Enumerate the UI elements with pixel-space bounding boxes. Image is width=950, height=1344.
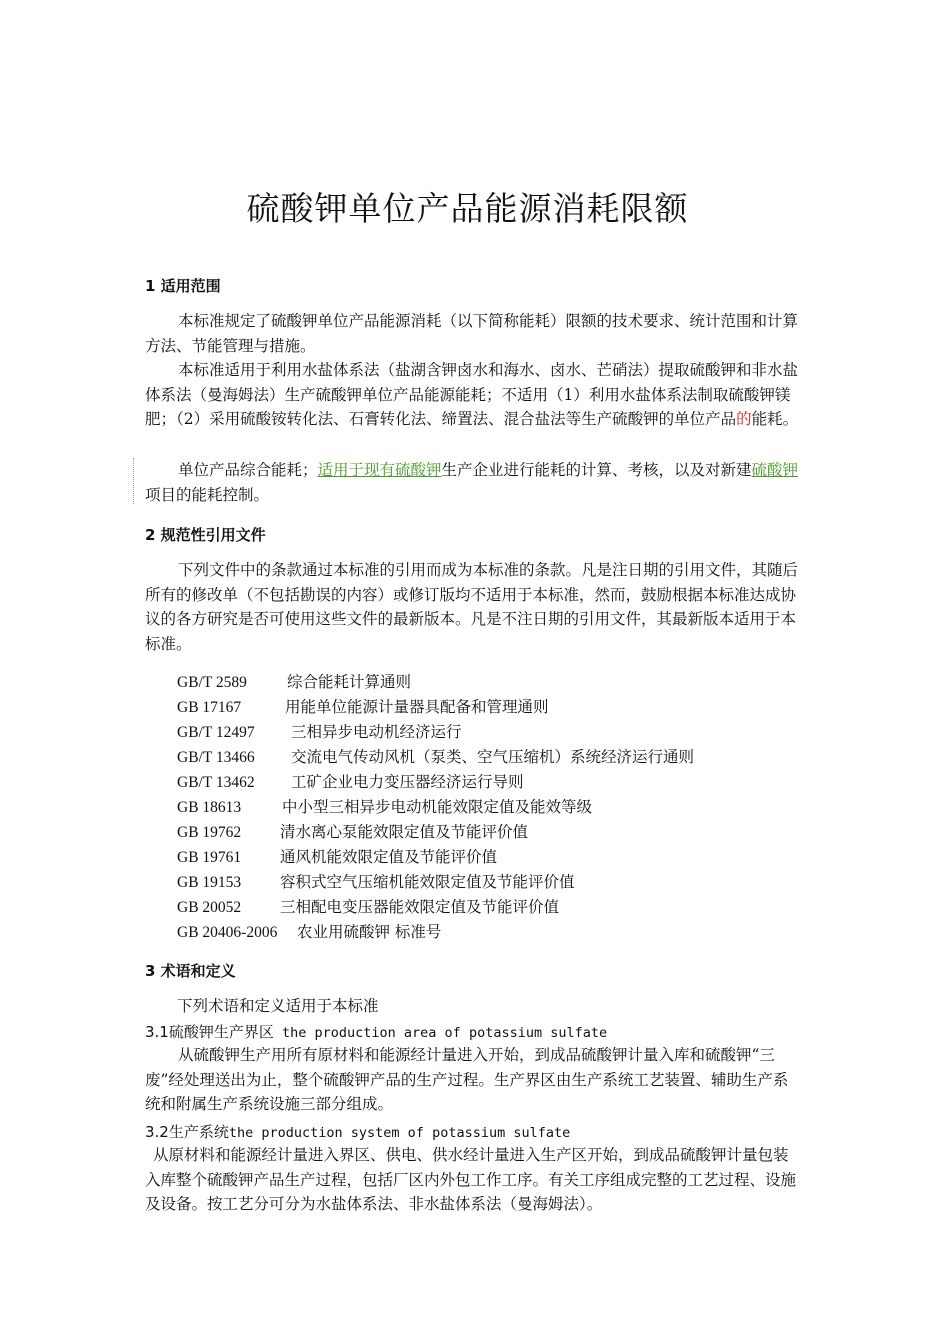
revision-mark: 的 bbox=[736, 410, 752, 428]
section-1-paragraph-3: 单位产品综合能耗；适用于现有硫酸钾生产企业进行能耗的计算、考核，以及对新建硫酸钾项目的能耗控制。 bbox=[145, 461, 799, 504]
section-1-paragraph-1: 本标准规定了硫酸钾单位产品能源消耗（以下简称能耗）限额的技术要求、统计范围和计算方法、节能管理与措施。 bbox=[145, 312, 799, 355]
reference-item: GB 19153 容积式空气压缩机能效限定值及节能评价值 bbox=[177, 873, 575, 891]
section-2-paragraph: 下列文件中的条款通过本标准的引用而成为本标准的条款。凡是注日期的引用文件，其随后所有的修改单（不包括勘误的内容）或修订版均不适用于本标准，然而，鼓励根据本标准达成协议的各方研究是否可使用这些文件的最新版本。凡是不注日期的引用文件，其最新版本适用于本标准。 bbox=[145, 561, 799, 653]
section-1-paragraph-2: 本标准适用于利用水盐体系法（盐湖含钾卤水和海水、卤水、芒硝法）提取硫酸钾和非水盐体系法（曼海姆法）生产硫酸钾单位产品能源能耗；不适用（1）利用水盐体系法制取硫酸钾镁肥；（2）采用硫酸铵转化法、石膏转化法、缔置法、混合盐法等生产硫酸钾的单位产品的能耗。 bbox=[145, 361, 799, 428]
tracked-insertion: 适用于现有硫酸钾 bbox=[317, 461, 442, 479]
reference-item: GB/T 13462 工矿企业电力变压器经济运行导则 bbox=[177, 773, 524, 791]
document-title: 硫酸钾单位产品能源消耗限额 bbox=[246, 189, 689, 228]
term-3-1-heading: 3.1硫酸钾生产界区 the production area of potassium sulfate bbox=[145, 1023, 608, 1041]
reference-item: GB/T 13466 交流电气传动风机（泵类、空气压缩机）系统经济运行通则 bbox=[177, 748, 695, 766]
section-1-heading: 1 适用范围 bbox=[145, 277, 221, 295]
change-bar bbox=[133, 458, 135, 504]
tracked-insertion: 硫酸钾 bbox=[751, 461, 799, 479]
reference-item: GB/T 2589 综合能耗计算通则 bbox=[177, 673, 412, 691]
term-3-1-definition: 从硫酸钾生产用所有原材料和能源经计量进入开始，到成品硫酸钾计量入库和硫酸钾“三废”经处理送出为止，整个硫酸钾产品的生产过程。生产界区由生产系统工艺装置、辅助生产系统和附属生产系统设施三部分组成。 bbox=[145, 1046, 789, 1113]
reference-item: GB 18613 中小型三相异步电动机能效限定值及能效等级 bbox=[177, 798, 593, 816]
section-3-heading: 3 术语和定义 bbox=[145, 962, 236, 980]
term-3-2-definition: 从原材料和能源经计量进入界区、供电、供水经计量进入生产区开始，到成品硫酸钾计量包装入库整个硫酸钾产品生产过程，包括厂区内外包工作工序。有关工序组成完整的工艺过程、设施及设备。按工艺分可分为水盐体系法、非水盐体系法（曼海姆法）。 bbox=[145, 1146, 797, 1213]
reference-item: GB 17167 用能单位能源计量器具配备和管理通则 bbox=[177, 698, 549, 716]
reference-item: GB 20052 三相配电变压器能效限定值及节能评价值 bbox=[177, 898, 560, 916]
term-3-2-heading: 3.2生产系统the production system of potassium sulfate bbox=[145, 1123, 571, 1141]
section-2-heading: 2 规范性引用文件 bbox=[145, 526, 266, 544]
reference-item: GB 19762 清水离心泵能效限定值及节能评价值 bbox=[177, 823, 529, 841]
reference-item: GB/T 12497 三相异步电动机经济运行 bbox=[177, 723, 462, 741]
section-3-intro: 下列术语和定义适用于本标准 bbox=[177, 997, 379, 1015]
reference-item: GB 20406-2006 农业用硫酸钾 标准号 bbox=[177, 923, 442, 941]
reference-item: GB 19761 通风机能效限定值及节能评价值 bbox=[177, 848, 498, 866]
